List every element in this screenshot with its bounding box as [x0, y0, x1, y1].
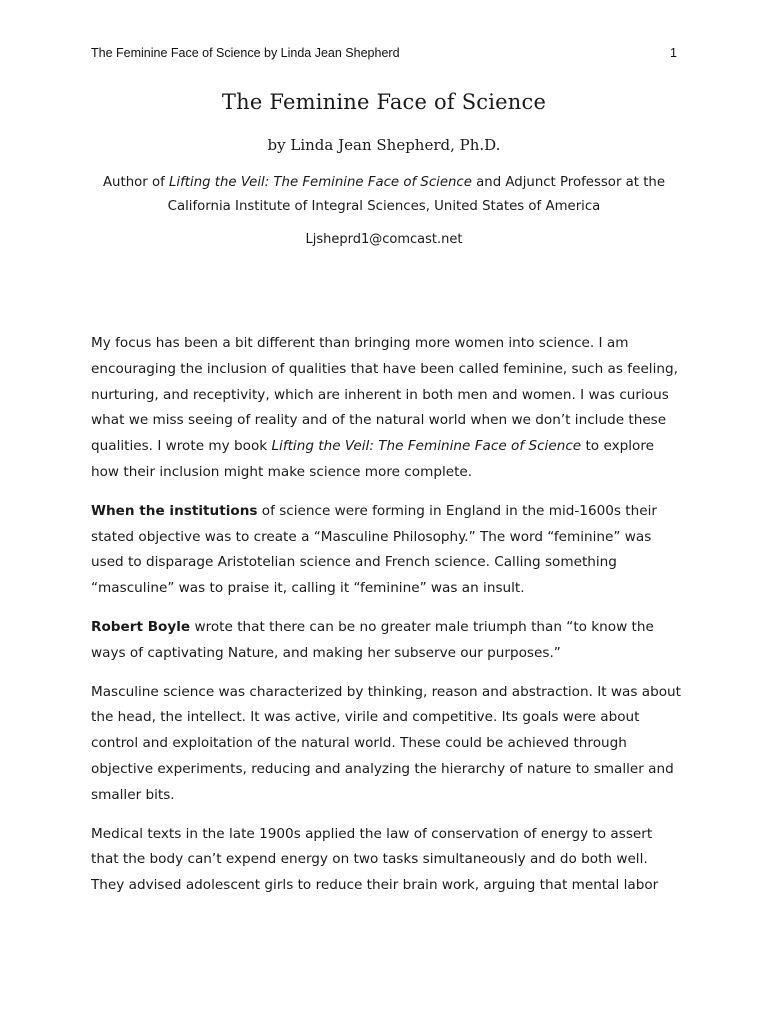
paragraph-3 [91, 615, 681, 667]
paragraph-1 [91, 331, 681, 486]
document-title: The Feminine Face of Science [221, 90, 547, 114]
affiliation-prefix: Author of [102, 175, 169, 190]
body-text [91, 331, 681, 912]
paragraph-2 [91, 499, 681, 602]
paragraph-2-text: of science were forming in England in the mid-1600s their stated objective was to create a “Masculine Philosophy.” The word “feminine” was used to disparage Aristotelian science and French science. Calling something “masculine” was to praise it, calling it “feminine” was an insult. [91, 502, 657, 597]
author-email: Ljsheprd1@comcast.net [305, 232, 463, 247]
page-number: 1 [670, 46, 677, 60]
paragraph-2-lead: When the institutions [91, 502, 258, 519]
running-title: The Feminine Face of Science by Linda Jean Shepherd [91, 46, 400, 60]
paragraph-3-text: wrote that there can be no greater male triumph than “to know the ways of captivating Nature, and making her subserve our purposes.” [91, 618, 654, 661]
paragraph-1-part1: My focus has been a bit different than bringing more women into science. I am encouraging the inclusion of qualities that have been called feminine, such as feeling, nurturing, and receptivity, which are inherent in both men and women. I was curious what we miss seeing of reality and of the natural world when we don’t include these qualities. I wrote my book [91, 335, 678, 455]
affiliation-institution: California Institute of Integral Sciences, United States of America [167, 199, 601, 214]
paragraph-4-text: Masculine science was characterized by thinking, reason and abstraction. It was about the head, the intellect. It was active, virile and competitive. Its goals were about control and exploitation of the natural world. These could be achieved through objective experiments, reducing and analyzing the hierarchy of nature to smaller and smaller bits. [91, 683, 681, 803]
affiliation-book-title: Lifting the Veil: The Feminine Face of Science [169, 175, 472, 190]
paragraph-1-book-title: Lifting the Veil: The Feminine Face of Science [271, 438, 582, 455]
paragraph-5-text: Medical texts in the late 1900s applied the law of conservation of energy to assert that the body can’t expend energy on two tasks simultaneously and do both well. They advised adolescent girls to reduce their brain work, arguing that mental labor [91, 825, 659, 894]
title-block [60, 90, 708, 247]
affiliation-suffix: and Adjunct Professor at the [471, 175, 666, 190]
paragraph-4 [91, 680, 681, 809]
author-affiliation [60, 171, 708, 219]
running-header [91, 46, 677, 66]
author-byline: by Linda Jean Shepherd, Ph.D. [267, 136, 501, 154]
paragraph-3-lead: Robert Boyle [91, 618, 191, 635]
paragraph-5 [91, 822, 681, 899]
paragraph-1-part2: to explore how their inclusion might make science more complete. [91, 438, 654, 480]
